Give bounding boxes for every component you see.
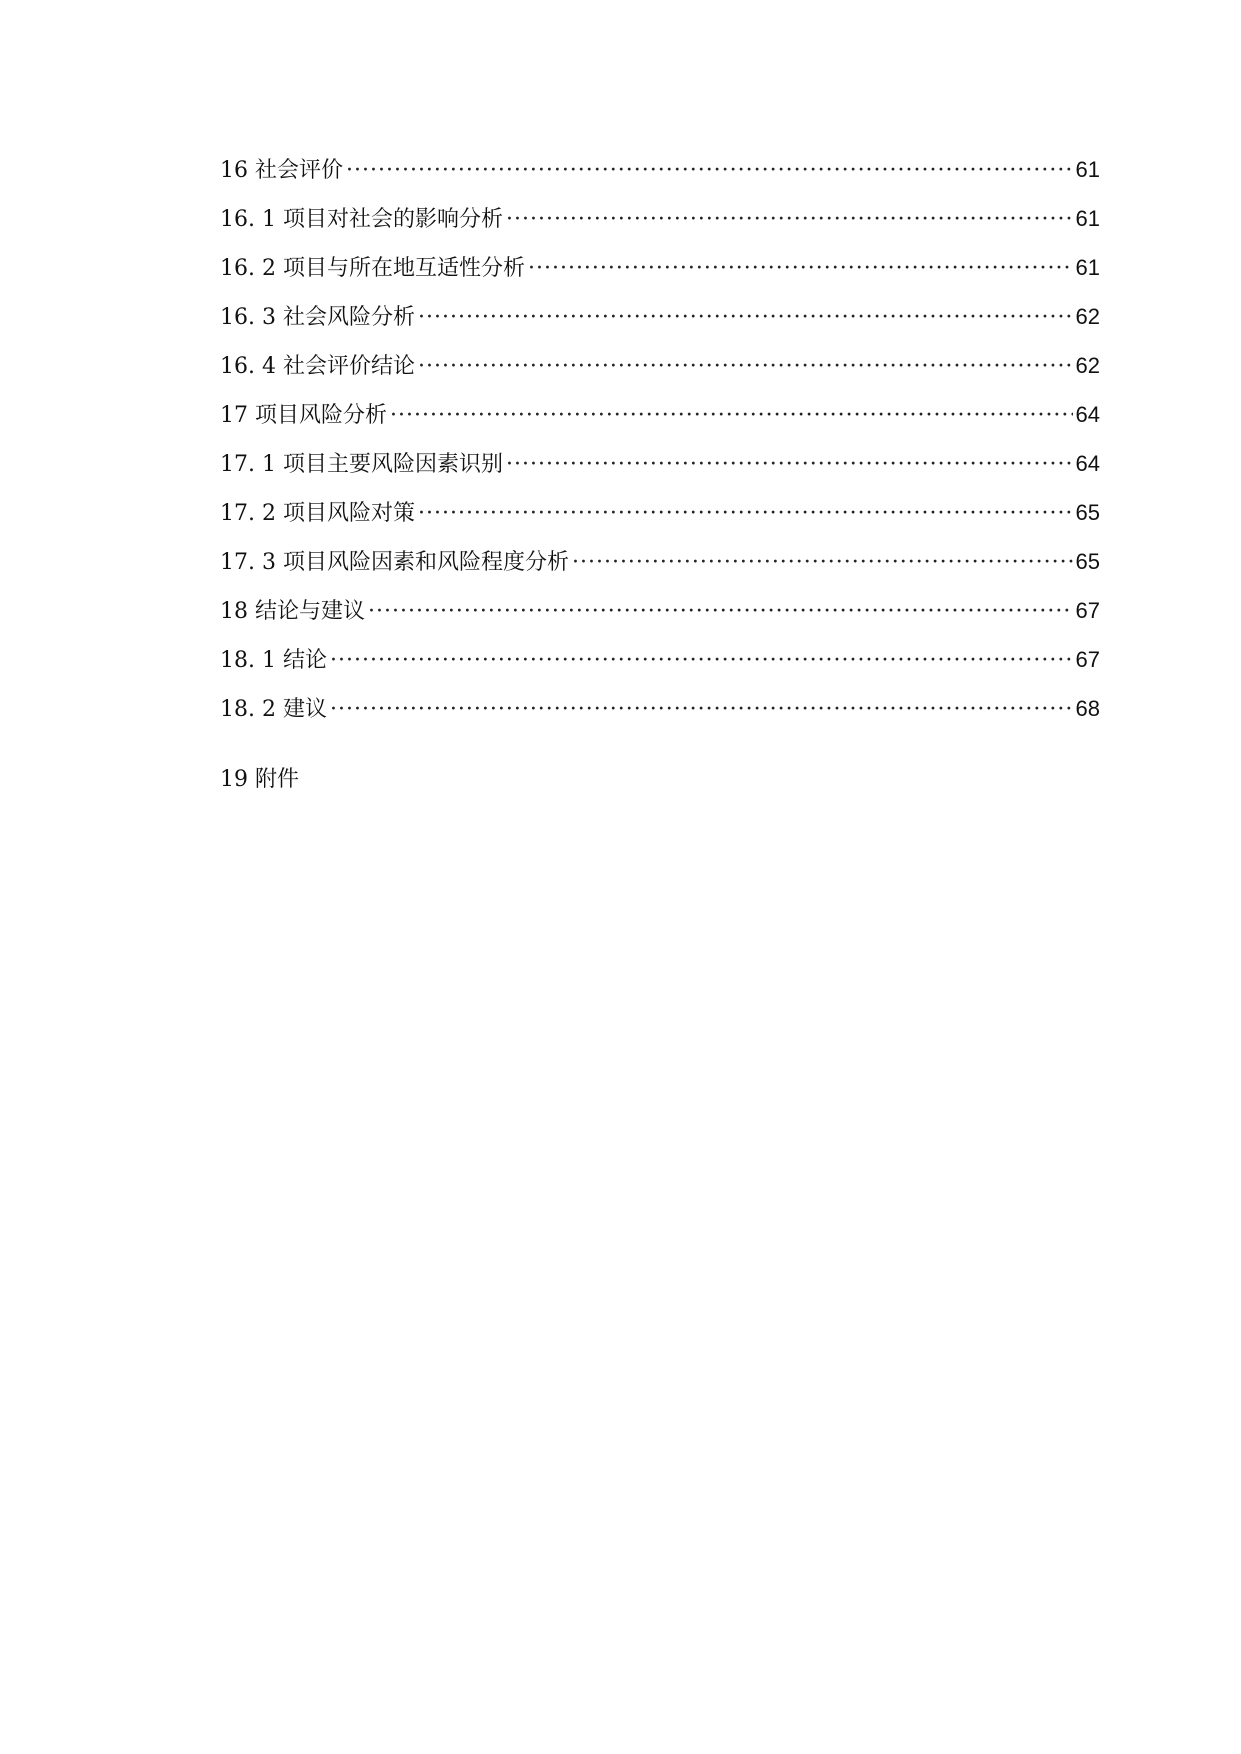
toc-entry[interactable] [220, 537, 1100, 586]
toc-page-number: 62 [1075, 353, 1100, 378]
toc-dot-leader [418, 489, 1073, 538]
toc-entry-title: 16 社会评价 [220, 158, 343, 183]
toc-dot-leader [506, 440, 1073, 489]
toc-dot-leader [368, 587, 1073, 636]
toc-entry[interactable] [220, 390, 1100, 439]
toc-dot-leader [418, 293, 1073, 342]
toc-dot-leader [330, 685, 1073, 734]
toc-entry-title: 16. 2 项目与所在地互适性分析 [220, 256, 525, 281]
toc-entry[interactable] [220, 194, 1100, 243]
appendix-heading: 19 附件 [220, 767, 299, 792]
toc-entry[interactable] [220, 586, 1100, 635]
toc-dot-leader [506, 195, 1073, 244]
toc-dot-leader [390, 391, 1073, 440]
toc-entry-title: 17. 2 项目风险对策 [220, 501, 415, 526]
toc-page-number: 64 [1075, 451, 1100, 476]
toc-dot-leader [346, 146, 1073, 195]
toc-page-number: 64 [1075, 402, 1100, 427]
toc-page-number: 62 [1075, 304, 1100, 329]
toc-entry-title: 18. 2 建议 [220, 697, 327, 722]
toc-page-number: 61 [1075, 255, 1100, 280]
toc-entry[interactable] [220, 292, 1100, 341]
toc-entry[interactable] [220, 635, 1100, 684]
toc-entry-title: 16. 3 社会风险分析 [220, 305, 415, 330]
toc-entry-title: 16. 4 社会评价结论 [220, 354, 415, 379]
toc-entry-title: 16. 1 项目对社会的影响分析 [220, 207, 503, 232]
toc-page-number: 65 [1075, 500, 1100, 525]
toc-dot-leader [418, 342, 1073, 391]
toc-entry-title: 17. 1 项目主要风险因素识别 [220, 452, 503, 477]
toc-entry[interactable] [220, 145, 1100, 194]
toc-entry-title: 18 结论与建议 [220, 599, 365, 624]
toc-entry-title: 17. 3 项目风险因素和风险程度分析 [220, 550, 569, 575]
toc-dot-leader [528, 244, 1073, 293]
toc-dot-leader [572, 538, 1073, 587]
toc-dot-leader [330, 636, 1073, 685]
toc-page-number: 68 [1075, 696, 1100, 721]
toc-entry[interactable] [220, 243, 1100, 292]
toc-entry[interactable] [220, 684, 1100, 733]
toc-page-number: 65 [1075, 549, 1100, 574]
toc-entry[interactable] [220, 488, 1100, 537]
toc-page-number: 61 [1075, 206, 1100, 231]
toc-entry[interactable] [220, 341, 1100, 390]
toc-page-number: 67 [1075, 647, 1100, 672]
toc-entry-title: 18. 1 结论 [220, 648, 327, 673]
table-of-contents [220, 145, 1100, 733]
toc-page-number: 61 [1075, 157, 1100, 182]
toc-entry-title: 17 项目风险分析 [220, 403, 387, 428]
toc-entry[interactable] [220, 439, 1100, 488]
toc-page-number: 67 [1075, 598, 1100, 623]
